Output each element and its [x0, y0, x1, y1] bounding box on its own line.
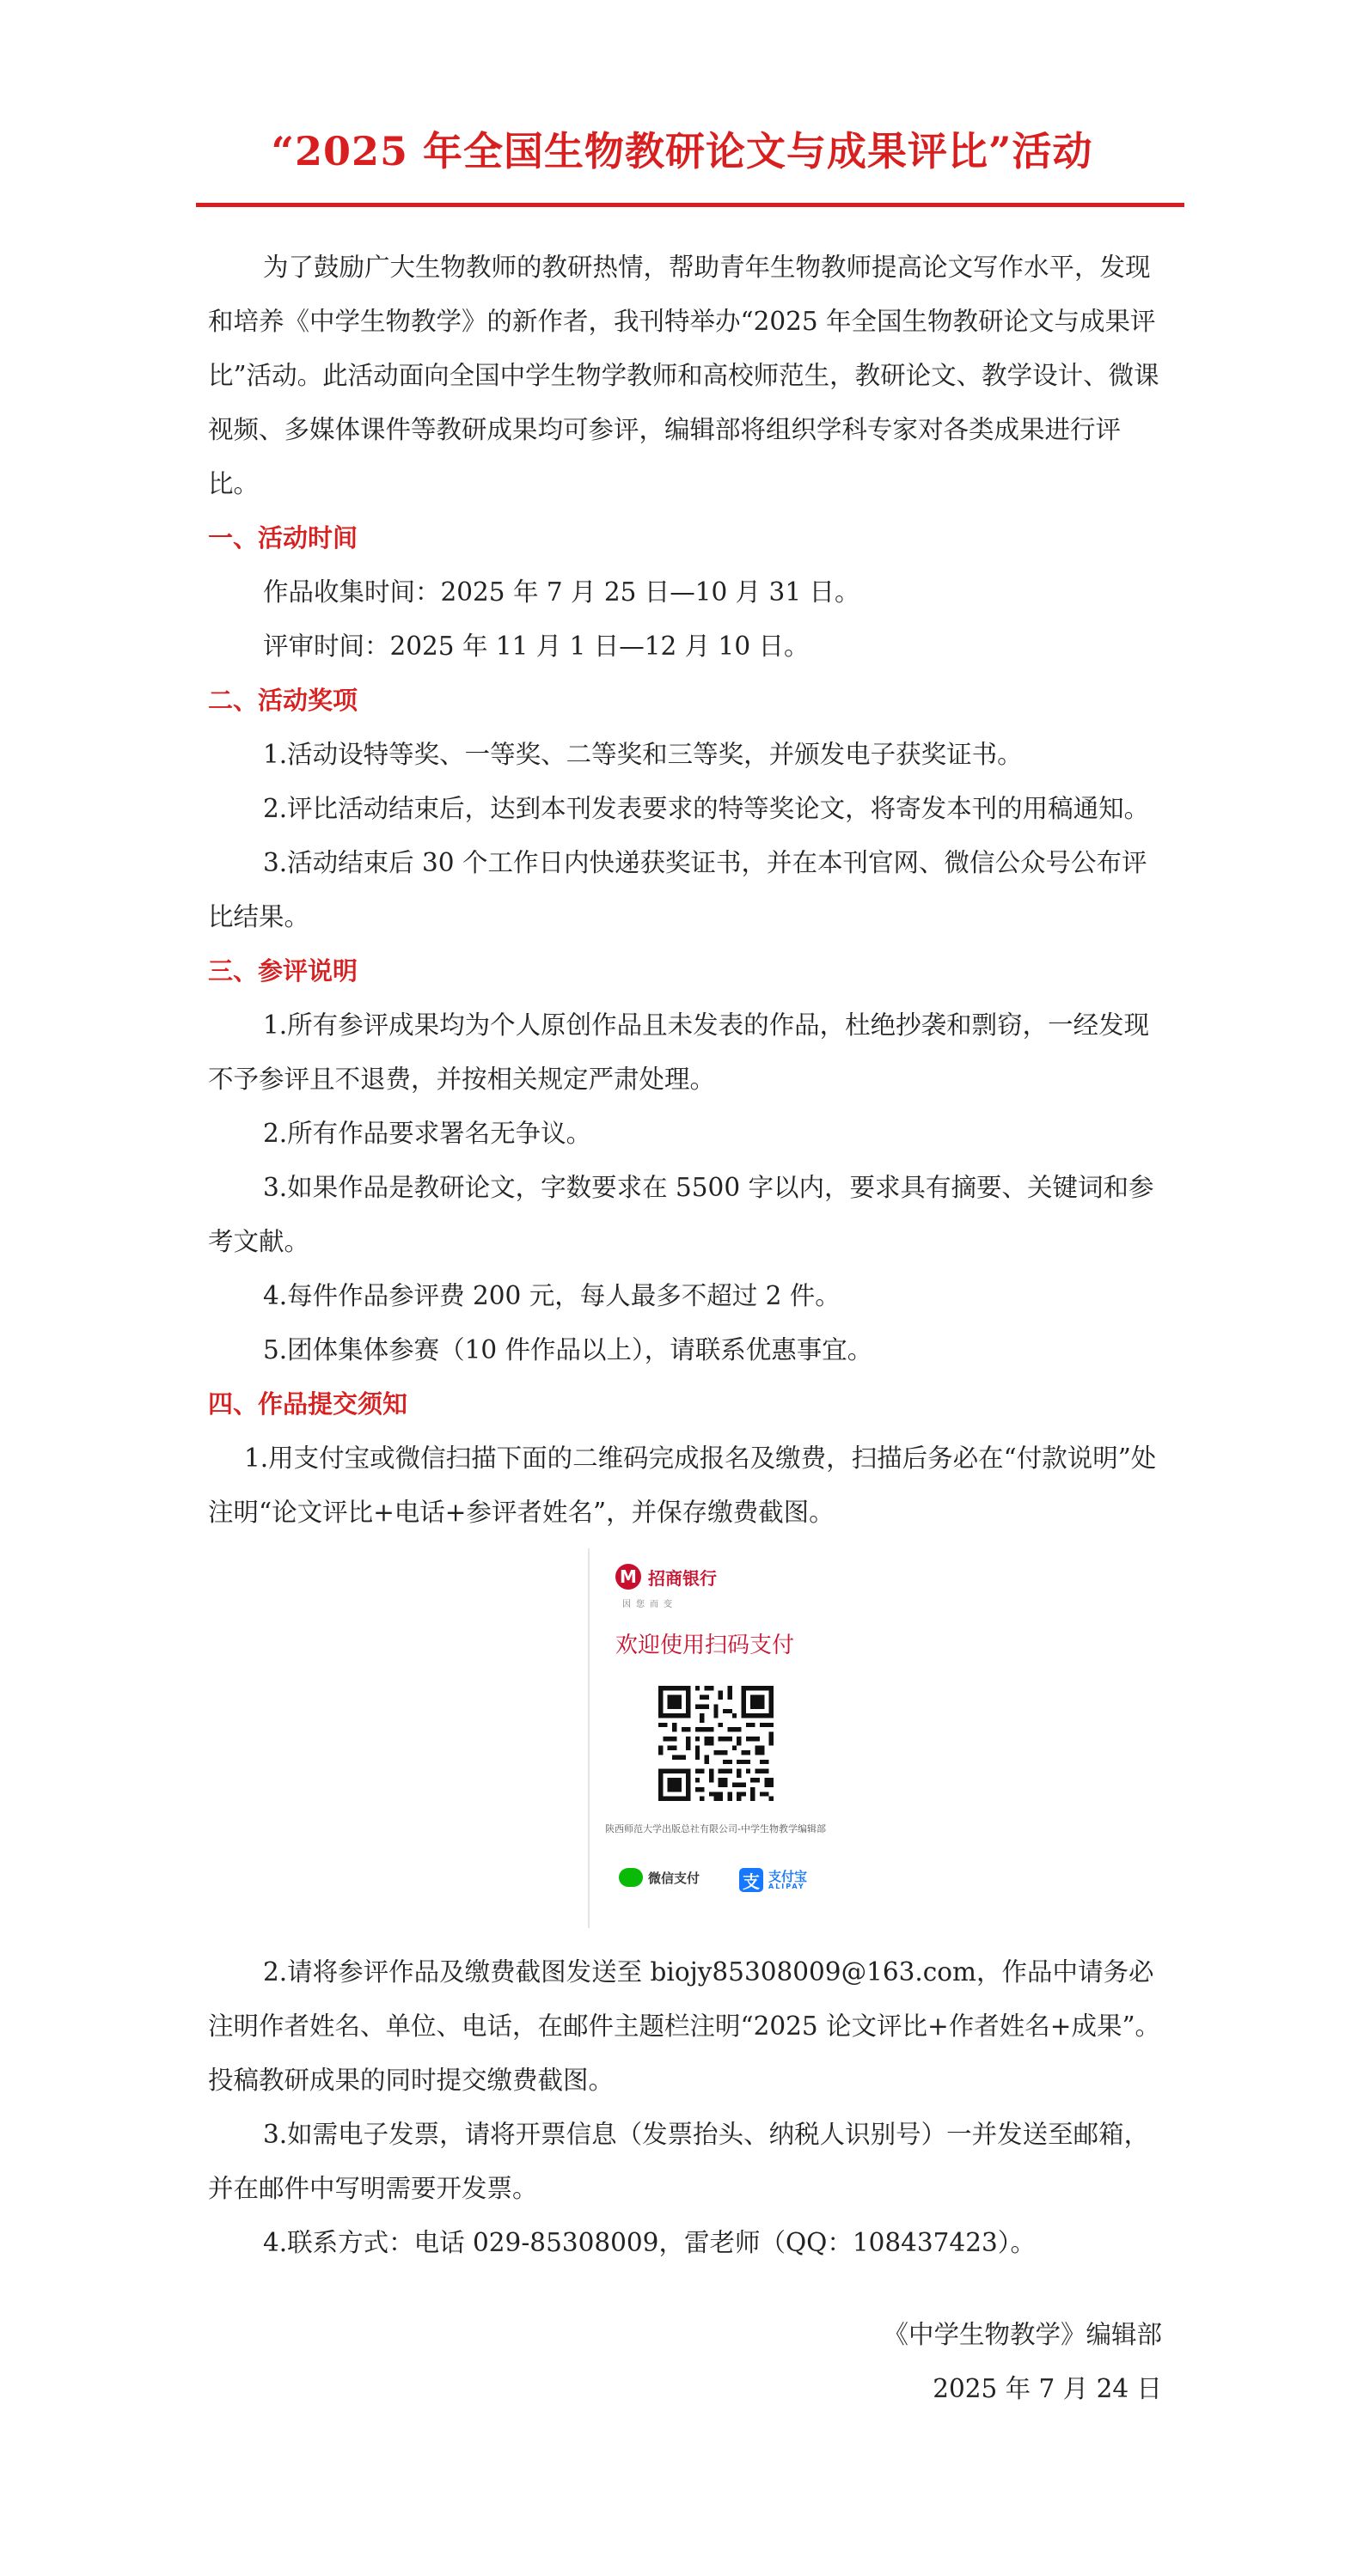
intro-paragraph: 为了鼓励广大生物教师的教研热情，帮助青年生物教师提高论文写作水平，发现和培养《中学生物教学》的新作者，我刊特举办“2025 年全国生物教研论文与成果评比”活动。此活动面向全国中学生物学教师和高校师范生，教研论文、教学设计、微课视频、多媒体课件等教研成果均可参评，编辑部将组织学科专家对各类成果进行评比。 — [208, 253, 1159, 498]
bank-header — [615, 1564, 717, 1590]
page-title: “2025 年全国生物教研论文与成果评比”活动 — [271, 128, 1093, 174]
awards-item: 3.活动结束后 30 个工作日内快递获奖证书，并在本刊官网、微信公众号公布评比结果。 — [208, 848, 1147, 931]
time-item: 评审时间：2025 年 11 月 1 日—12 月 10 日。 — [263, 632, 810, 661]
submission-item: 4.联系方式：电话 029-85308009，雷老师（QQ：108437423）。 — [263, 2228, 1036, 2257]
bank-slogan: 因您而变 — [622, 1600, 677, 1609]
publisher-text: 陕西师范大学出版总社有限公司-中学生物教学编辑部 — [605, 1823, 826, 1834]
bank-name: 招商银行 — [648, 1567, 717, 1589]
submission-item: 3.如需电子发票，请将开票信息（发票抬头、纳税人识别号）一并发送至邮箱，并在邮件中写明需要开发票。 — [208, 2120, 1150, 2203]
rules-item: 3.如果作品是教研论文，字数要求在 5500 字以内，要求具有摘要、关键词和参考文献。 — [208, 1173, 1154, 1256]
signoff-date: 2025 年 7 月 24 日 — [933, 2374, 1162, 2403]
document-body — [208, 241, 1171, 2416]
welcome-text: 欢迎使用扫码支付 — [615, 1633, 795, 1658]
wechat-icon — [619, 1868, 643, 1887]
alipay-badge — [739, 1868, 807, 1892]
rules-item: 4.每件作品参评费 200 元，每人最多不超过 2 件。 — [263, 1281, 841, 1310]
alipay-sublabel: ALIPAY — [768, 1882, 805, 1890]
wechat-pay-badge — [619, 1868, 700, 1887]
alipay-icon: 支 — [739, 1868, 763, 1892]
awards-item: 2.评比活动结束后，达到本刊发表要求的特等奖论文，将寄发本刊的用稿通知。 — [263, 794, 1150, 823]
submission-item: 1.用支付宝或微信扫描下面的二维码完成报名及缴费，扫描后务必在“付款说明”处注明“论文评比+电话+参评者姓名”，并保存缴费截图。 — [208, 1444, 1157, 1527]
payment-qr-card — [588, 1548, 839, 1928]
rules-item: 2.所有作品要求署名无争议。 — [263, 1119, 592, 1148]
rules-item: 5.团体集体参赛（10 件作品以上），请联系优惠事宜。 — [263, 1335, 873, 1364]
section-heading-awards: 二、活动奖项 — [208, 686, 358, 715]
spacer — [208, 2270, 1171, 2308]
signoff-org: 《中学生物教学》编辑部 — [883, 2320, 1162, 2349]
time-item: 作品收集时间：2025 年 7 月 25 日—10 月 31 日。 — [263, 577, 860, 607]
bank-logo-icon: M — [615, 1564, 641, 1590]
qr-code-icon[interactable] — [658, 1686, 774, 1801]
awards-item: 1.活动设特等奖、一等奖、二等奖和三等奖，并颁发电子获奖证书。 — [263, 740, 1023, 769]
section-heading-rules: 三、参评说明 — [208, 956, 358, 986]
alipay-label-group — [768, 1868, 808, 1890]
wechat-label: 微信支付 — [648, 1870, 700, 1886]
rules-item: 1.所有参评成果均为个人原创作品且未发表的作品，杜绝抄袭和剽窃，一经发现不予参评且不退费，并按相关规定严肃处理。 — [208, 1010, 1150, 1094]
section-heading-submission: 四、作品提交须知 — [208, 1389, 408, 1419]
submission-item: 2.请将参评作品及缴费截图发送至 biojy85308009@163.com，作品中请务必注明作者姓名、单位、电话，在邮件主题栏注明“2025 论文评比+作者姓名+成果”。投稿教研成果的同时提交缴费截图。 — [208, 1957, 1161, 2095]
title-rule — [196, 203, 1184, 207]
alipay-label: 支付宝 — [768, 1868, 808, 1884]
section-heading-time: 一、活动时间 — [208, 523, 358, 552]
